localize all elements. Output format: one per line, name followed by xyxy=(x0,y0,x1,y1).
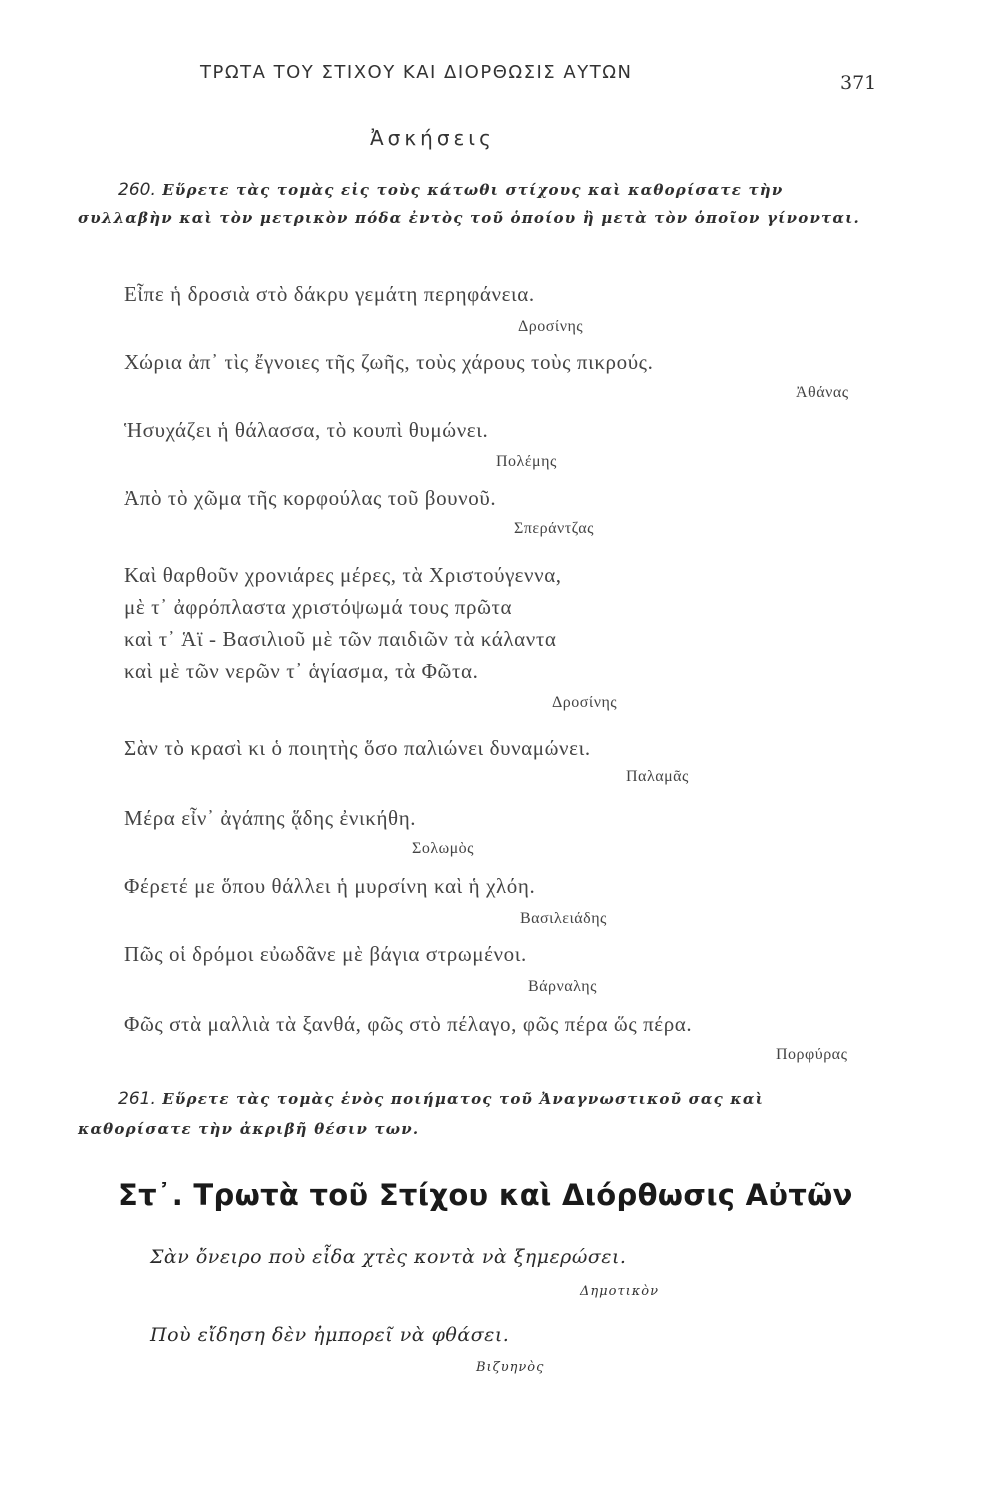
running-title: ΤΡΩΤΑ ΤΟΥ ΣΤΙΧΟΥ ΚΑΙ ΔΙΟΡΘΩΣΙΣ ΑΥΤΩΝ xyxy=(200,62,633,83)
verse-author: Πορφύρας xyxy=(776,1046,848,1063)
stanza-line: μὲ τ᾿ ἀφρόπλαστα χριστόψωμά τους πρῶτα xyxy=(124,595,513,619)
verse-line: Μέρα εἶν᾿ ἀγάπης ᾅδης ἐνικήθη. xyxy=(124,806,417,830)
exercises-heading: Ἀσκήσεις xyxy=(370,126,495,150)
exercise-260-text: Εὕρετε τὰς τομὰς εἰς τοὺς κάτωθι στίχους καὶ καθορίσατε τὴν συλλαβὴν καὶ τὸν μετρικὸν πόδα ἐντὸς τοῦ ὁποίου ἢ μετὰ τὸν ὁποῖον γίνονται. xyxy=(78,181,860,227)
verse-line: Ἀπὸ τὸ χῶμα τῆς κορφούλας τοῦ βουνοῦ. xyxy=(124,486,497,510)
stanza-author: Δροσίνης xyxy=(552,694,618,711)
verse-line: Εἶπε ἡ δροσιὰ στὸ δάκρυ γεμάτη περηφάνεια. xyxy=(124,282,535,306)
chapter-title: Στ᾿. Τρωτὰ τοῦ Στίχου καὶ Διόρθωσις Αὐτῶν xyxy=(118,1178,853,1212)
stanza-line: καὶ τ᾿ Ἁϊ - Βασιλιοῦ μὲ τῶν παιδιῶν τὰ κάλαντα xyxy=(124,627,557,651)
verse-author: Βάρναλης xyxy=(528,978,597,995)
verse-author: Βασιλειάδης xyxy=(520,910,607,927)
verse-line: Πῶς οἱ δρόμοι εὐωδᾶνε μὲ βάγια στρωμένοι. xyxy=(124,942,527,966)
verse-line: Σὰν τὸ κρασὶ κι ὁ ποιητὴς ὅσο παλιώνει δυναμώνει. xyxy=(124,736,591,760)
verse-author: Πολέμης xyxy=(496,453,557,470)
verse-author: Δροσίνης xyxy=(518,318,584,335)
exercise-260-number: 260. xyxy=(118,180,156,200)
verse-line: Ἡσυχάζει ἡ θάλασσα, τὸ κουπὶ θυμώνει. xyxy=(124,418,489,442)
page-number: 371 xyxy=(840,72,877,94)
exercise-261 xyxy=(78,1084,878,1144)
example-author: Βιζυηνὸς xyxy=(476,1360,545,1375)
verse-line: Φῶς στὰ μαλλιὰ τὰ ξανθά, φῶς στὸ πέλαγο, φῶς πέρα ὥς πέρα. xyxy=(124,1012,693,1036)
stanza-line: καὶ μὲ τῶν νερῶν τ᾿ ἁγίασμα, τὰ Φῶτα. xyxy=(124,659,479,683)
verse-line: Χώρια ἀπ᾿ τὶς ἔγνοιες τῆς ζωῆς, τοὺς χάρους τοὺς πικρούς. xyxy=(124,350,654,374)
verse-line: Φέρετέ με ὅπου θάλλει ἡ μυρσίνη καὶ ἡ χλόη. xyxy=(124,874,536,898)
verse-author: Σπεράντζας xyxy=(514,520,594,537)
exercise-261-number: 261. xyxy=(118,1089,156,1109)
stanza-line: Καὶ θαρθοῦν χρονιάρες μέρες, τὰ Χριστούγεννα, xyxy=(124,563,562,587)
example-line: Σὰν ὄνειρο ποὺ εἶδα χτὲς κοντὰ νὰ ξημερώσει. xyxy=(150,1246,627,1268)
verse-author: Ἀθάνας xyxy=(796,384,849,401)
exercise-261-text: Εὕρετε τὰς τομὰς ἑνὸς ποιήματος τοῦ Ἀναγνωστικοῦ σας καὶ καθορίσατε τὴν ἀκριβῆ θέσιν των. xyxy=(78,1090,765,1138)
example-line: Ποὺ εἴδηση δὲν ἠμπορεῖ νὰ φθάσει. xyxy=(150,1324,510,1346)
verse-author: Παλαμᾶς xyxy=(626,768,689,785)
exercise-260 xyxy=(78,176,878,232)
verse-author: Σολωμὸς xyxy=(412,840,475,857)
example-author: Δημοτικὸν xyxy=(580,1284,659,1299)
